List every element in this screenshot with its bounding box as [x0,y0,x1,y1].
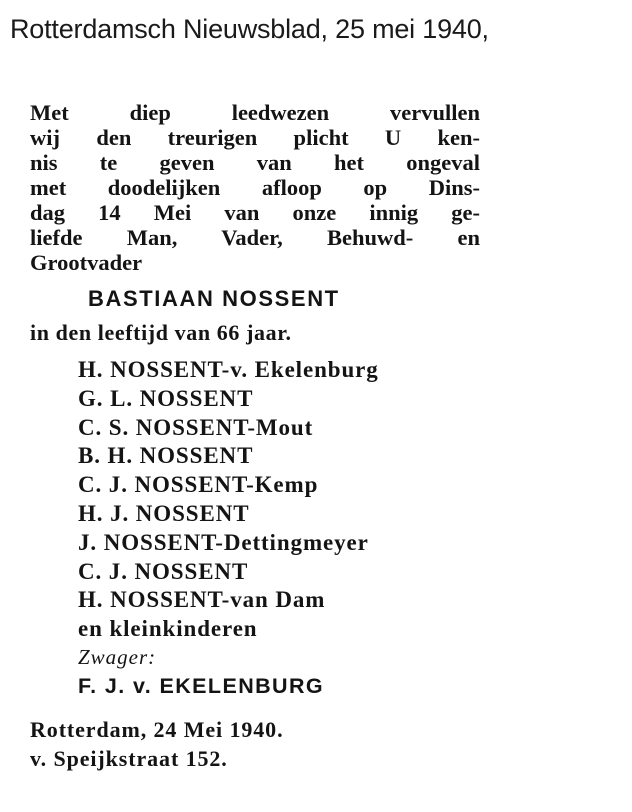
family-member: C. S. NOSSENT-Mout [78,414,314,440]
intro-line: Met diep leedwezen vervullen [30,100,480,125]
intro-line: wij den treurigen plicht U ken- [30,125,480,150]
notice-intro-paragraph [30,100,480,275]
death-notice [30,100,480,773]
brother-in-law-name: F. J. v. EKELENBURG [78,673,325,698]
intro-line: dag 14 Mei van onze innig ge- [30,200,480,225]
family-member: J. NOSSENT-Dettingmeyer [78,529,369,555]
intro-line: met doodelijken afloop op Dins- [30,175,480,200]
address: v. Speijkstraat 152. [30,745,228,771]
notice-footer [30,715,480,773]
deceased-name: BASTIAAN NOSSENT [88,286,340,311]
family-member: H. NOSSENT-v. Ekelenburg [78,357,379,382]
brother-in-law-label: Zwager: [78,644,157,669]
intro-line: liefde Man, Vader, Behuwd- en [30,225,480,250]
place-and-date: Rotterdam, 24 Mei 1940. [30,716,284,742]
family-member: G. L. NOSSENT [78,385,254,411]
newspaper-source-caption: Rotterdamsch Nieuwsblad, 25 mei 1940, [10,14,489,44]
family-member: B. H. NOSSENT [78,443,254,469]
age-line: in den leeftijd van 66 jaar. [30,320,292,345]
family-member: C. J. NOSSENT-Kemp [78,472,319,498]
family-member: H. J. NOSSENT [78,500,250,526]
intro-line: Grootvader [30,250,143,275]
grandchildren-line: en kleinkinderen [78,616,258,642]
family-member: H. NOSSENT-van Dam [78,587,326,613]
family-members-list [78,356,480,701]
family-member: C. J. NOSSENT [78,558,249,584]
intro-line: nis te geven van het ongeval [30,150,480,175]
